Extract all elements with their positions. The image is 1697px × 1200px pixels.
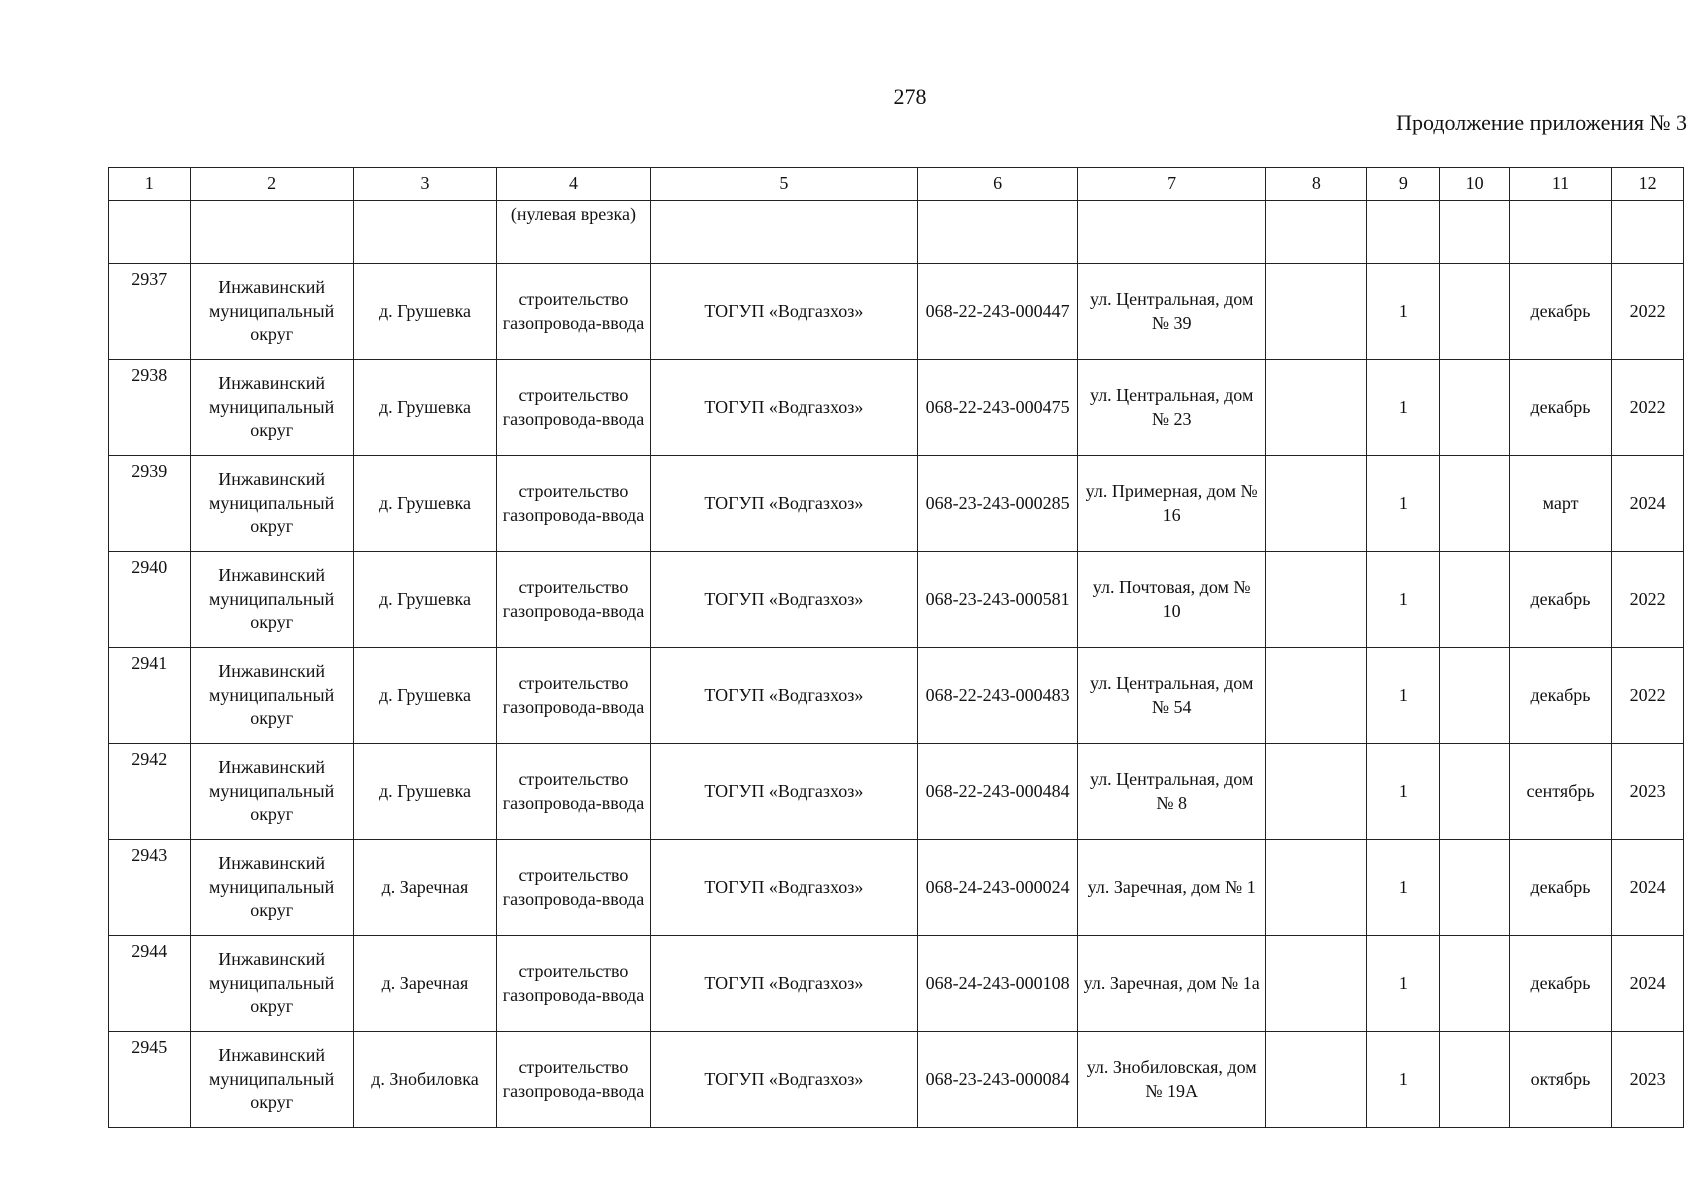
table-cell: [918, 201, 1078, 264]
table-cell: Инжавинский муниципальный округ: [190, 744, 353, 840]
row-number-cell: 2940: [109, 552, 191, 648]
table-cell: 1: [1367, 264, 1440, 360]
table-cell: строительство газопровода-ввода: [497, 456, 650, 552]
table-cell: ТОГУП «Водгазхоз»: [650, 1032, 918, 1128]
table-cell: ТОГУП «Водгазхоз»: [650, 360, 918, 456]
column-header: 9: [1367, 168, 1440, 201]
table-cell: 068-23-243-000084: [918, 1032, 1078, 1128]
table-cell: [1266, 456, 1367, 552]
table-row: [109, 648, 1684, 744]
table-cell: ТОГУП «Водгазхоз»: [650, 744, 918, 840]
table-cell: ул. Центральная, дом № 54: [1078, 648, 1266, 744]
table-cell: ул. Почтовая, дом № 10: [1078, 552, 1266, 648]
table-cell: строительство газопровода-ввода: [497, 552, 650, 648]
table-cell: ТОГУП «Водгазхоз»: [650, 264, 918, 360]
table-cell: 2023: [1612, 1032, 1684, 1128]
table-cell: д. Грушевка: [353, 360, 497, 456]
column-header: 4: [497, 168, 650, 201]
table-cell: (нулевая врезка): [497, 201, 650, 264]
table-cell: [1266, 360, 1367, 456]
table-cell: ТОГУП «Водгазхоз»: [650, 456, 918, 552]
table-cell: [109, 201, 191, 264]
table-cell: 1: [1367, 456, 1440, 552]
table-cell: Инжавинский муниципальный округ: [190, 936, 353, 1032]
table-cell: Инжавинский муниципальный округ: [190, 552, 353, 648]
table-cell: сентябрь: [1509, 744, 1611, 840]
table-cell: [1078, 201, 1266, 264]
row-number-cell: 2943: [109, 840, 191, 936]
table-cell: [1440, 360, 1510, 456]
table-cell: [1266, 936, 1367, 1032]
table-cell: 068-24-243-000108: [918, 936, 1078, 1032]
table-cell: 068-22-243-000447: [918, 264, 1078, 360]
table-cell: [1440, 552, 1510, 648]
table-cell: декабрь: [1509, 360, 1611, 456]
table-cell: 1: [1367, 1032, 1440, 1128]
table-cell: д. Грушевка: [353, 744, 497, 840]
column-header: 5: [650, 168, 918, 201]
column-header: 2: [190, 168, 353, 201]
table-cell: [1440, 744, 1510, 840]
table-cell: д. Грушевка: [353, 552, 497, 648]
continuation-row: [109, 201, 1684, 264]
table-cell: д. Заречная: [353, 936, 497, 1032]
table-cell: ул. Центральная, дом № 8: [1078, 744, 1266, 840]
row-number-cell: 2937: [109, 264, 191, 360]
table-cell: ул. Примерная, дом № 16: [1078, 456, 1266, 552]
table-cell: [1440, 456, 1510, 552]
table-cell: ул. Заречная, дом № 1: [1078, 840, 1266, 936]
table-cell: [1440, 201, 1510, 264]
table-body: [109, 201, 1684, 1128]
table-cell: 1: [1367, 552, 1440, 648]
table-cell: д. Заречная: [353, 840, 497, 936]
table-cell: ТОГУП «Водгазхоз»: [650, 552, 918, 648]
table-cell: декабрь: [1509, 840, 1611, 936]
table-cell: Инжавинский муниципальный округ: [190, 1032, 353, 1128]
registry-table: [108, 167, 1684, 1128]
table-row: [109, 936, 1684, 1032]
table-cell: 1: [1367, 648, 1440, 744]
table-cell: строительство газопровода-ввода: [497, 648, 650, 744]
table-cell: 2022: [1612, 552, 1684, 648]
column-header: 8: [1266, 168, 1367, 201]
table-cell: [1266, 552, 1367, 648]
table-cell: строительство газопровода-ввода: [497, 360, 650, 456]
row-number-cell: 2942: [109, 744, 191, 840]
column-header: 3: [353, 168, 497, 201]
table-cell: 2023: [1612, 744, 1684, 840]
table-cell: октябрь: [1509, 1032, 1611, 1128]
table-cell: [1266, 840, 1367, 936]
table-cell: [1266, 201, 1367, 264]
table-cell: Инжавинский муниципальный округ: [190, 456, 353, 552]
table-cell: [1440, 936, 1510, 1032]
table-cell: [1367, 201, 1440, 264]
table-cell: 1: [1367, 360, 1440, 456]
table-cell: строительство газопровода-ввода: [497, 744, 650, 840]
table-cell: 2022: [1612, 648, 1684, 744]
table-cell: Инжавинский муниципальный округ: [190, 360, 353, 456]
table-cell: декабрь: [1509, 648, 1611, 744]
column-header: 12: [1612, 168, 1684, 201]
table-cell: Инжавинский муниципальный округ: [190, 264, 353, 360]
row-number-cell: 2945: [109, 1032, 191, 1128]
table-cell: [1266, 648, 1367, 744]
table-cell: декабрь: [1509, 936, 1611, 1032]
table-cell: 068-24-243-000024: [918, 840, 1078, 936]
table-cell: 2024: [1612, 456, 1684, 552]
table-cell: [1440, 1032, 1510, 1128]
column-header: 10: [1440, 168, 1510, 201]
table-cell: 068-23-243-000285: [918, 456, 1078, 552]
table-cell: 2024: [1612, 936, 1684, 1032]
table-row: [109, 456, 1684, 552]
column-header: 11: [1509, 168, 1611, 201]
table-cell: Инжавинский муниципальный округ: [190, 648, 353, 744]
table-cell: [1440, 840, 1510, 936]
table-cell: 068-22-243-000475: [918, 360, 1078, 456]
table-cell: [1509, 201, 1611, 264]
table-cell: ТОГУП «Водгазхоз»: [650, 648, 918, 744]
page-number: 278: [893, 84, 927, 109]
table-cell: 068-22-243-000484: [918, 744, 1078, 840]
table-cell: д. Грушевка: [353, 456, 497, 552]
table-cell: ул. Заречная, дом № 1а: [1078, 936, 1266, 1032]
row-number-cell: 2944: [109, 936, 191, 1032]
table-row: [109, 744, 1684, 840]
table-row: [109, 1032, 1684, 1128]
table-row: [109, 840, 1684, 936]
table-cell: [650, 201, 918, 264]
table-row: [109, 552, 1684, 648]
table-cell: д. Грушевка: [353, 264, 497, 360]
table-cell: 2022: [1612, 264, 1684, 360]
table-cell: 068-22-243-000483: [918, 648, 1078, 744]
table-cell: строительство газопровода-ввода: [497, 840, 650, 936]
column-header: 7: [1078, 168, 1266, 201]
table-cell: д. Грушевка: [353, 648, 497, 744]
appendix-note: Продолжение приложения № 3: [1396, 110, 1687, 135]
table-cell: строительство газопровода-ввода: [497, 1032, 650, 1128]
table-cell: 1: [1367, 936, 1440, 1032]
table-cell: ТОГУП «Водгазхоз»: [650, 936, 918, 1032]
header-row: [109, 168, 1684, 201]
table-cell: строительство газопровода-ввода: [497, 264, 650, 360]
table-row: [109, 264, 1684, 360]
table-cell: декабрь: [1509, 552, 1611, 648]
table-cell: 2022: [1612, 360, 1684, 456]
row-number-cell: 2939: [109, 456, 191, 552]
table-cell: ул. Знобиловская, дом № 19А: [1078, 1032, 1266, 1128]
table-cell: [353, 201, 497, 264]
table-cell: [1440, 264, 1510, 360]
table-cell: ТОГУП «Водгазхоз»: [650, 840, 918, 936]
table-cell: 1: [1367, 840, 1440, 936]
table-cell: [1440, 648, 1510, 744]
table-cell: 068-23-243-000581: [918, 552, 1078, 648]
column-header: 1: [109, 168, 191, 201]
table-cell: [1266, 744, 1367, 840]
table-cell: Инжавинский муниципальный округ: [190, 840, 353, 936]
table-cell: [1612, 201, 1684, 264]
table-cell: [190, 201, 353, 264]
table-cell: [1266, 264, 1367, 360]
table-cell: строительство газопровода-ввода: [497, 936, 650, 1032]
table-cell: 1: [1367, 744, 1440, 840]
row-number-cell: 2938: [109, 360, 191, 456]
table-cell: [1266, 1032, 1367, 1128]
table-cell: декабрь: [1509, 264, 1611, 360]
table-cell: д. Знобиловка: [353, 1032, 497, 1128]
table-cell: март: [1509, 456, 1611, 552]
table-cell: ул. Центральная, дом № 39: [1078, 264, 1266, 360]
column-header: 6: [918, 168, 1078, 201]
row-number-cell: 2941: [109, 648, 191, 744]
table-cell: ул. Центральная, дом № 23: [1078, 360, 1266, 456]
table-row: [109, 360, 1684, 456]
table-cell: 2024: [1612, 840, 1684, 936]
